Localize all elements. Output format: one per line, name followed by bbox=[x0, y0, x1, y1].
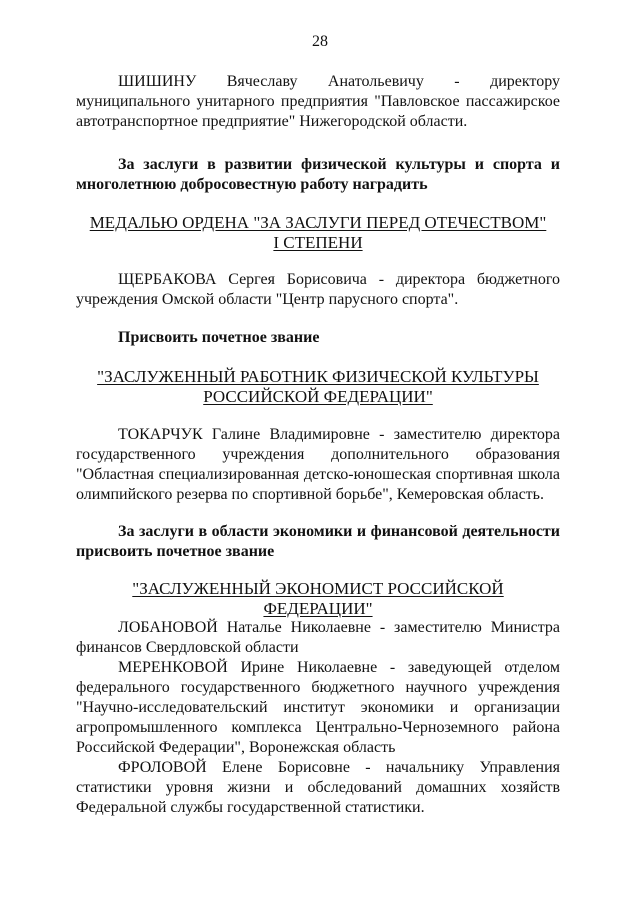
section-economists bbox=[76, 618, 560, 818]
award-recipient-merenkova: МЕРЕНКОВОЙ Ирине Николаевне - заведующей отделом федерального государственного бюджетного научного учреждения "Научно-исследовательский институт экономики и организации агропромышленного комплекса Центрально-Черноземного района Российской Федерации", Воронежская область bbox=[76, 659, 560, 756]
section-sport-medal bbox=[76, 155, 560, 195]
award-heading-medal bbox=[76, 213, 560, 253]
page-number: 28 bbox=[312, 33, 328, 50]
section-economics bbox=[76, 522, 560, 562]
award-heading-sport-line1: "ЗАСЛУЖЕННЫЙ РАБОТНИК ФИЗИЧЕСКОЙ КУЛЬТУРЫ bbox=[97, 367, 539, 386]
award-heading-line1: МЕДАЛЬЮ ОРДЕНА "ЗА ЗАСЛУГИ ПЕРЕД ОТЕЧЕСТВОМ" bbox=[89, 213, 547, 232]
award-title-economist bbox=[76, 579, 560, 619]
decree-text-honorary: Присвоить почетное звание bbox=[118, 329, 320, 346]
award-recipient-lobanova: ЛОБАНОВОЙ Наталье Николаевне - заместителю Министра финансов Свердловской области bbox=[76, 619, 560, 656]
award-recipient-scherbakov: ЩЕРБАКОВА Сергея Борисовича - директора бюджетного учреждения Омской области "Центр парусного спорта". bbox=[76, 271, 560, 308]
award-recipient-shishin: ШИШИНУ Вячеславу Анатольевичу - директору муниципального унитарного предприятия "Павловское пассажирское автотранспортное предприятие" Нижегородской области. bbox=[76, 73, 560, 130]
award-recipient-tokarchuk: ТОКАРЧУК Галине Владимировне - заместителю директора государственного учреждения дополнительного образования "Областная специализированная детско-юношеская спортивная школа олимпийского резерва по спортивной борьбе", Кемеровская область. bbox=[76, 426, 560, 503]
decree-text-economics: За заслуги в области экономики и финансовой деятельности присвоить почетное звание bbox=[76, 523, 560, 560]
award-recipient-frolova: ФРОЛОВОЙ Елене Борисовне - начальнику Управления статистики уровня жизни и обследований домашних хозяйств Федеральной службы государственной статистики. bbox=[76, 759, 560, 816]
award-title-sport-worker bbox=[76, 367, 560, 407]
award-heading-economist: "ЗАСЛУЖЕННЫЙ ЭКОНОМИСТ РОССИЙСКОЙ ФЕДЕРАЦИИ" bbox=[132, 579, 504, 618]
section-honorary-title bbox=[76, 328, 560, 348]
award-heading-sport-line2: РОССИЙСКОЙ ФЕДЕРАЦИИ" bbox=[203, 387, 433, 406]
award-heading-sport-worker bbox=[76, 367, 560, 407]
section-shishin bbox=[76, 72, 560, 132]
section-tokarchuk bbox=[76, 425, 560, 505]
section-scherbakov bbox=[76, 270, 560, 310]
award-heading-line2: I СТЕПЕНИ bbox=[273, 233, 363, 252]
award-title-medal bbox=[76, 213, 560, 253]
decree-text-sport: За заслуги в развитии физической культуры и спорта и многолетнюю добросовестную работу наградить bbox=[76, 156, 560, 193]
